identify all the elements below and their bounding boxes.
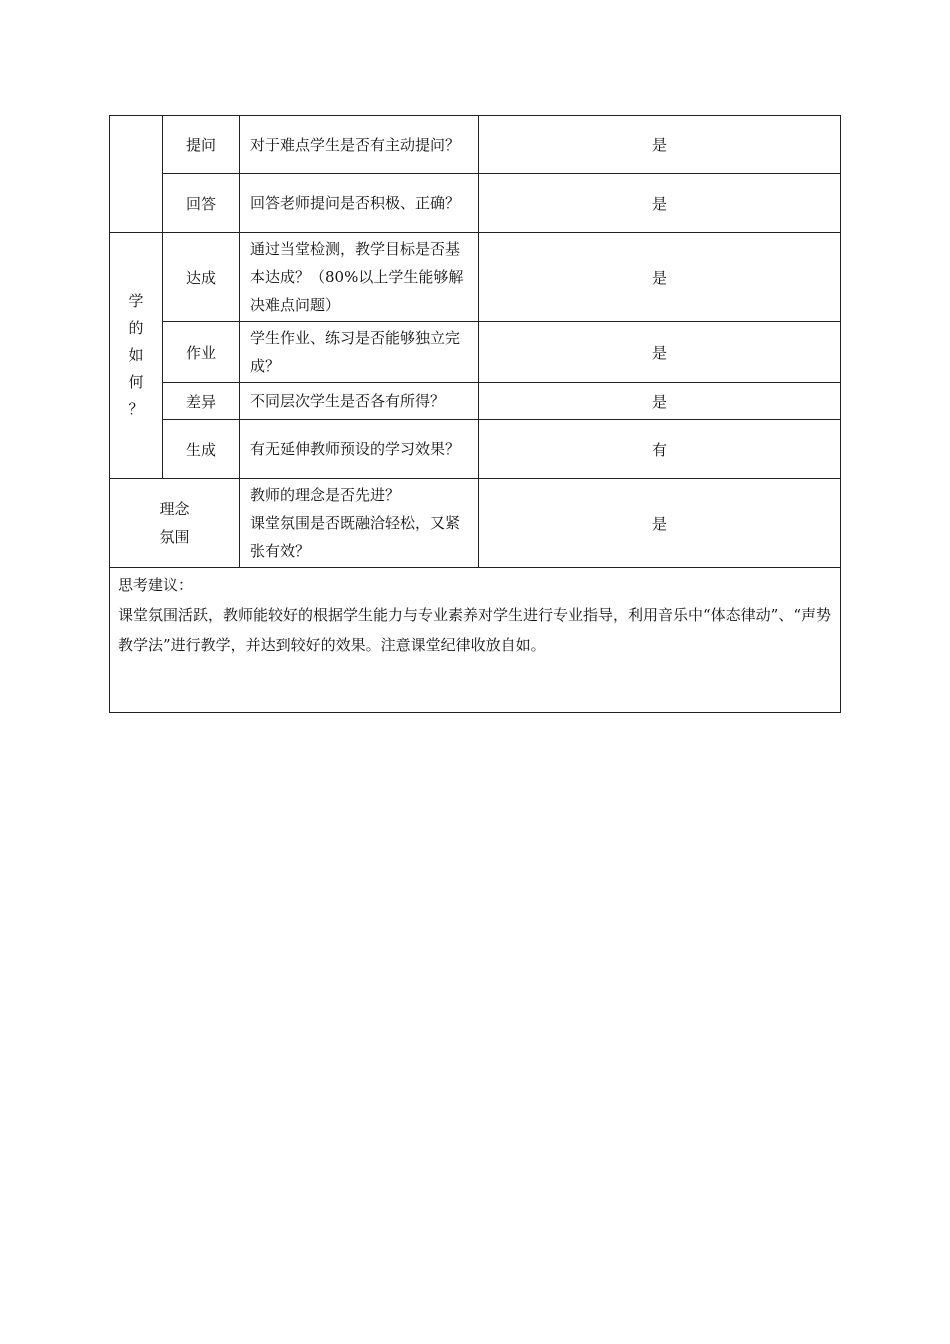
table-row [110, 479, 841, 568]
table-row [110, 568, 841, 713]
category-cell-learning [110, 233, 163, 479]
category-char: 学 [128, 292, 144, 310]
table-row [110, 116, 841, 174]
criterion-text: 回答老师提问是否积极、正确？ [240, 174, 479, 233]
category-char: 如 [128, 346, 144, 364]
sub-item-label: 生成 [163, 420, 240, 479]
sub-item-label: 差异 [163, 383, 240, 420]
category-char: 何 [128, 373, 144, 391]
category-cell-empty [110, 116, 163, 233]
answer-cell: 是 [479, 322, 841, 383]
concept-label: 理念 [159, 500, 190, 518]
answer-cell: 是 [479, 479, 841, 568]
table-row [110, 233, 841, 322]
suggestion-body: 课堂氛围活跃，教师能较好的根据学生能力与专业素养对学生进行专业指导，利用音乐中“体态律动”、“声势教学法”进行教学，并达到较好的效果。注意课堂纪律收放自如。 [118, 606, 832, 654]
criterion-text: 不同层次学生是否各有所得？ [240, 383, 479, 420]
evaluation-table [109, 115, 841, 713]
category-char: ？ [128, 400, 144, 418]
sub-item-label: 作业 [163, 322, 240, 383]
table-row [110, 383, 841, 420]
suggestion-cell [110, 568, 841, 713]
atmosphere-label: 氛围 [159, 528, 190, 546]
sub-item-label: 提问 [163, 116, 240, 174]
criterion-text: 通过当堂检测，教学目标是否基本达成？（80%以上学生能够解决难点问题） [240, 233, 479, 322]
criterion-text: 有无延伸教师预设的学习效果？ [240, 420, 479, 479]
concept-question: 教师的理念是否先进？ [250, 486, 401, 504]
category-char: 的 [128, 319, 144, 337]
answer-cell: 是 [479, 174, 841, 233]
table-row [110, 420, 841, 479]
concept-label-cell [110, 479, 240, 568]
criterion-text: 对于难点学生是否有主动提问？ [240, 116, 479, 174]
atmosphere-question: 课堂氛围是否既融洽轻松，又紧张有效？ [250, 514, 461, 560]
table-row [110, 322, 841, 383]
suggestion-title: 思考建议： [118, 576, 194, 594]
criterion-text: 学生作业、练习是否能够独立完成？ [240, 322, 479, 383]
answer-cell: 是 [479, 233, 841, 322]
table-row [110, 174, 841, 233]
answer-cell: 有 [479, 420, 841, 479]
criterion-text [240, 479, 479, 568]
answer-cell: 是 [479, 383, 841, 420]
answer-cell: 是 [479, 116, 841, 174]
sub-item-label: 达成 [163, 233, 240, 322]
sub-item-label: 回答 [163, 174, 240, 233]
